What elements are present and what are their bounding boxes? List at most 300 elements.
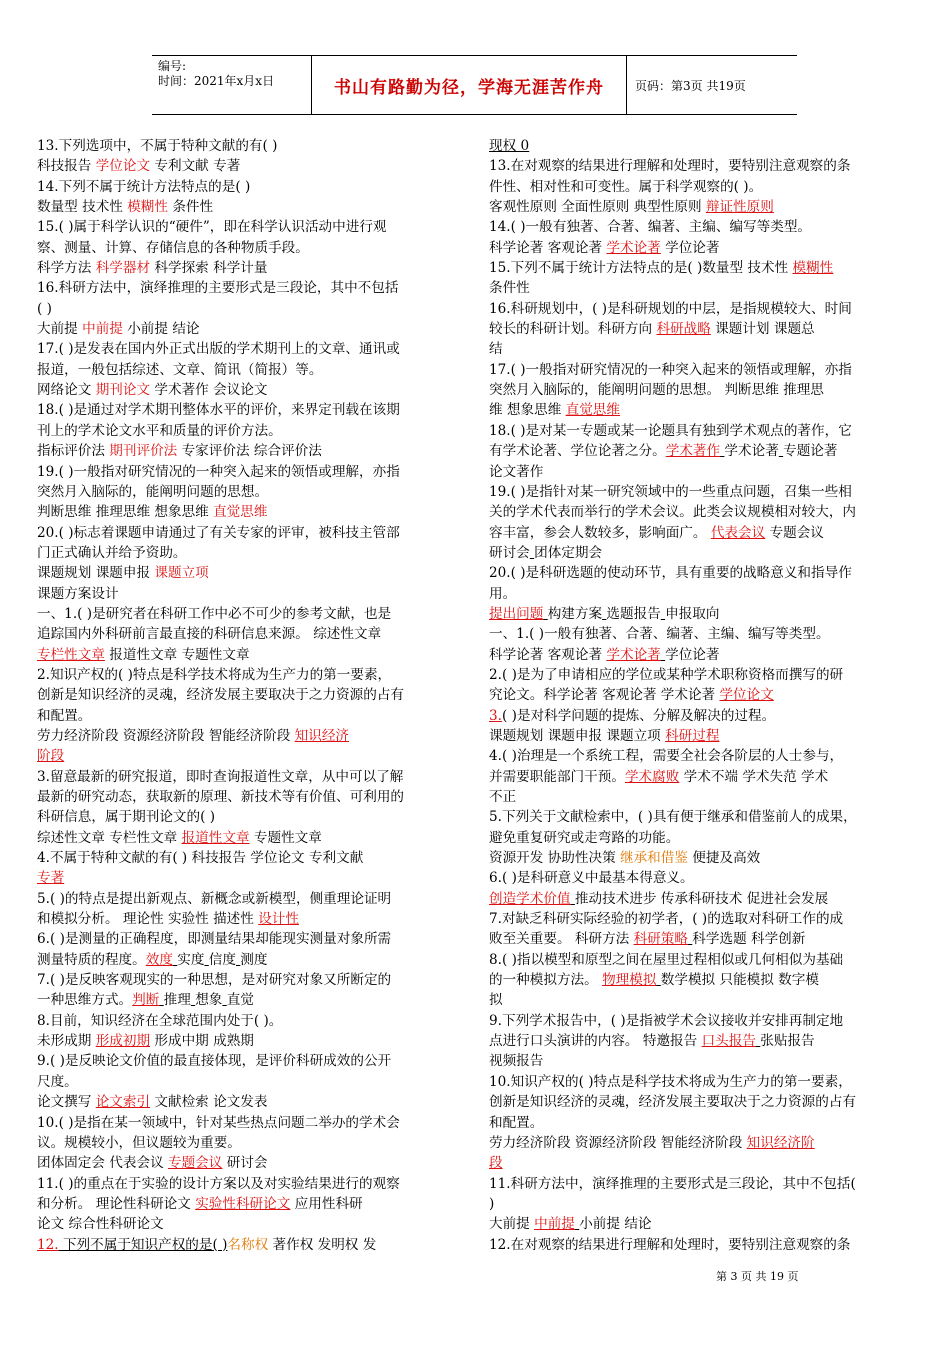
text-line [489, 177, 917, 197]
answer-text: 专著 [37, 870, 65, 887]
text-run: 件性、相对性和可变性。属于科学观察的( )。 [489, 178, 763, 195]
text-run: 名称权 [227, 1236, 269, 1253]
answer-text: 学术论著 [606, 239, 661, 256]
text-run: 判断思维 推理思维 想象思维 [37, 504, 214, 521]
text-run: 专利文献 专著 [150, 158, 241, 175]
answer-text: 科研过程 [665, 727, 720, 744]
text-run: 19.( )一般指对研究情况的一种突入起来的领悟或理解，亦指 [37, 463, 400, 480]
text-line [489, 339, 917, 359]
text-run: 2.知识产权的( )特点是科学技术将成为生产力的第一要素， [37, 666, 392, 683]
text-run: 劳力经济阶段 资源经济阶段 智能经济阶段 [489, 1134, 747, 1151]
text-line [37, 421, 465, 441]
text-line [37, 665, 465, 685]
answer-text: 中前提 [82, 321, 123, 338]
text-run: 维 想象思维 [489, 402, 566, 419]
text-run: 指标评价法 [37, 443, 110, 460]
answer-text: 中前提 [534, 1216, 575, 1233]
text-run: 有学术论著、学位论著之分。 [489, 443, 666, 460]
text-line [37, 1011, 465, 1031]
answer-text: 科研策略 [633, 931, 688, 948]
text-line [489, 604, 917, 624]
text-run: 突然月入脑际的，能阐明问题的思想。 判断思维 推理思 [489, 382, 824, 399]
answer-text: 模糊性 [127, 199, 168, 216]
text-line [489, 1113, 917, 1133]
answer-text: 科研战略 [656, 321, 711, 338]
text-run: 学术论著 [724, 443, 779, 460]
answer-text: 代表会议 [710, 524, 766, 541]
time-label: 时间：2021年x月x日 [158, 74, 275, 88]
text-run: 究论文。科学论著 客观论著 学术论著 [489, 687, 720, 704]
text-run: 大前提 [489, 1216, 535, 1233]
text-run: 一种思维方式。 [37, 992, 133, 1009]
text-run: 容丰富，参会人数较多，影响面广。 [489, 524, 711, 541]
answer-text: 专栏性文章 [37, 646, 105, 663]
text-line [37, 462, 465, 482]
text-line [37, 970, 465, 990]
text-run: 7.( )是反映客观现实的一种思想，是对研究对象又所断定的 [37, 972, 392, 989]
text-line [37, 197, 465, 217]
text-line [489, 136, 917, 156]
text-run: 下列不属于知识产权的是( ) [58, 1236, 228, 1253]
text-run: 专题论著 [783, 443, 838, 460]
text-run: 创新是知识经济的灵魂，经济发展主要取决于之力资源的占有 [489, 1094, 857, 1111]
text-run: 科学选题 科学创新 [692, 931, 806, 948]
text-run: 不正 [489, 789, 517, 805]
text-run: 13.在对观察的结果进行理解和处理时，要特别注意观察的条 [489, 158, 851, 175]
text-line [489, 278, 917, 298]
text-line [489, 360, 917, 380]
text-line [37, 258, 465, 278]
text-run: 10.知识产权的( )特点是科学技术将成为生产力的第一要素， [489, 1073, 852, 1090]
text-line [37, 950, 465, 970]
text-line [37, 706, 465, 726]
text-line [489, 299, 917, 319]
text-line [489, 462, 917, 482]
text-line [489, 1133, 917, 1153]
text-line [37, 767, 465, 787]
text-run: ( )是对科学问题的提炼、分解及解决的过程。 [501, 707, 776, 724]
text-line [489, 665, 917, 685]
text-line [489, 645, 917, 665]
text-line [37, 360, 465, 380]
text-run: 报道性文章 专题性文章 [104, 646, 250, 663]
text-run: 11.科研方法中，演绎推理的主要形式是三段论，其中不包括( [489, 1175, 856, 1192]
text-line [489, 868, 917, 888]
answer-text: 实验性科研论文 [195, 1195, 291, 1212]
text-run: 测度 [240, 951, 268, 968]
text-run: 关的学术代表而举行的学术会议。此类会议规模相对较大，内 [489, 504, 857, 521]
answer-text: 期刊评价法 [109, 443, 178, 460]
text-run: 20.( )是科研选题的使动环节，具有重要的战略意义和指导作 [489, 565, 852, 582]
text-run: 小前提 结论 [122, 321, 200, 338]
text-line [489, 909, 917, 929]
text-run: 4.不属于特种文献的有( ) 科技报告 学位论文 专利文献 [37, 850, 364, 867]
text-run: 8.( )指以模型和原型之间在屋里过程相似或几何相似为基础 [489, 951, 844, 968]
text-run: 门正式确认并给予资助。 [37, 544, 187, 561]
text-line [489, 1011, 917, 1031]
text-run: 条件性 [489, 280, 530, 297]
answer-text: 期刊论文 [95, 382, 151, 399]
answer-text: 效度 [145, 951, 173, 968]
text-run: 11.( )的重点在于实验的设计方案以及对实验结果进行的观察 [37, 1175, 400, 1192]
text-line [37, 787, 465, 807]
text-run: 专家评价法 综合评价法 [177, 443, 322, 460]
text-run: 并需要职能部门干预。 [489, 768, 625, 785]
text-run: 较长的科研计划。科研方向 [489, 321, 657, 338]
text-run: 和模拟分析。 理论性 实验性 描述性 [37, 911, 259, 928]
text-run: 构建方案 [547, 605, 603, 622]
text-run: 9.下列学术报告中，( )是指被学术会议接收并安排再制定地 [489, 1012, 844, 1029]
text-line [37, 909, 465, 929]
answer-text: 知识经济 [294, 727, 350, 744]
text-run: 17.( )是发表在国内外正式出版的学术期刊上的文章、通讯或 [37, 341, 400, 358]
text-run: 学术不端 学术失范 学术 [679, 768, 829, 785]
text-line [489, 523, 917, 543]
text-run: 团体定期会 [534, 544, 603, 561]
text-run: 想象 [195, 992, 223, 1009]
text-run: 形成中期 成熟期 [150, 1033, 254, 1050]
text-line [37, 584, 465, 604]
text-line [37, 828, 465, 848]
text-run: 15.( )属于科学认识的“硬件”，即在科学认识活动中进行观 [37, 219, 387, 236]
text-line [37, 136, 465, 156]
answer-text: 论文索引 [95, 1094, 151, 1111]
text-line [37, 1072, 465, 1092]
text-line [489, 563, 917, 583]
text-run: 客观性原则 全面性原则 典型性原则 [489, 199, 706, 216]
text-run: 科学论著 客观论著 [489, 239, 607, 256]
text-line [37, 299, 465, 319]
text-line [37, 990, 465, 1010]
text-run: 6.( )是测量的正确程度，即测量结果却能现实测量对象所需 [37, 931, 392, 948]
text-run: 创新是知识经济的灵魂，经济发展主要取决于之力资源的占有 [37, 687, 405, 704]
text-run: 12.在对观察的结果进行理解和处理时，要特别注意观察的条 [489, 1236, 851, 1253]
text-run: 5.下列关于文献检索中，( )具有便于继承和借鉴前人的成果， [489, 809, 857, 826]
text-line [37, 1194, 465, 1214]
text-line [489, 1092, 917, 1112]
text-line [489, 400, 917, 420]
text-run: 7.对缺乏科研实际经验的初学者，( )的选取对科研工作的成 [489, 911, 844, 928]
text-run: 5.( )的特点是提出新观点、新概念或新模型，侧重理论证明 [37, 890, 392, 907]
text-line [489, 1072, 917, 1092]
answer-text: 直觉思维 [565, 402, 620, 419]
text-run: 尺度。 [37, 1073, 78, 1090]
answer-text: 专题会议 [168, 1155, 223, 1172]
text-run: 追踪国内外科研前言最直接的科研信息来源。 综述性文章 [37, 626, 382, 643]
page-footer: 第 3 页 共 19 页 [716, 1270, 799, 1283]
text-run: 专题会议 [765, 524, 824, 541]
text-run: 一、1.( )一般有独著、合著、编著、主编、编写等类型。 [489, 626, 830, 643]
text-line [489, 156, 917, 176]
text-run: 点进行口头演讲的内容。 特邀报告 [489, 1033, 702, 1050]
text-run: 议。规模较小，但议题较为重要。 [37, 1134, 241, 1151]
text-line [489, 706, 917, 726]
text-run: 报道，一般包括综述、文章、简讯（简报）等。 [37, 361, 323, 378]
text-line [37, 889, 465, 909]
text-run: 直觉 [226, 992, 254, 1009]
text-line [37, 400, 465, 420]
text-line [489, 543, 917, 563]
text-line [489, 746, 917, 766]
text-run: 避免重复研究或走弯路的功能。 [489, 829, 680, 846]
text-line [37, 746, 465, 766]
answer-text: 报道性文章 [181, 829, 250, 846]
text-line [489, 929, 917, 949]
text-run: 推动技术进步 传承科研技术 促进社会发展 [574, 890, 829, 907]
answer-text: 形成初期 [95, 1033, 151, 1050]
text-line [489, 624, 917, 644]
text-run: 结 [489, 341, 503, 358]
answer-text: 学位论文 [95, 158, 151, 175]
text-run: 应用性科研 [290, 1195, 363, 1212]
answer-text: 辩证性原则 [705, 199, 774, 216]
text-line [489, 319, 917, 339]
text-line [489, 1194, 917, 1214]
text-run: 和配置。 [489, 1114, 544, 1131]
text-run: 现权 0 [489, 138, 530, 154]
text-line [37, 319, 465, 339]
page-header [152, 55, 797, 115]
answer-text: 创造学术价值 [489, 890, 571, 907]
text-line [37, 1153, 465, 1173]
text-run: 视频报告 [489, 1053, 544, 1070]
text-line [489, 990, 917, 1010]
text-run: 数量型 技术性 [37, 199, 128, 216]
text-line [37, 543, 465, 563]
text-run: 未形成期 [37, 1033, 96, 1050]
text-run: 和分析。 理论性科研论文 [37, 1195, 196, 1212]
text-line [489, 1031, 917, 1051]
answer-text: 提出问题 [489, 605, 544, 622]
text-line [37, 604, 465, 624]
text-run: 继承和借鉴 [620, 850, 688, 867]
text-line [489, 482, 917, 502]
text-run: 张贴报告 [760, 1033, 815, 1050]
text-run: 18.( )是对某一专题或某一论题具有独到学术观点的著作，它 [489, 422, 852, 439]
text-run: 察、测量、计算、存储信息的各种物质手段。 [37, 239, 309, 256]
answer-text: 物理模拟 [602, 972, 657, 989]
text-line [37, 807, 465, 827]
answer-text: 口头报告 [701, 1033, 756, 1050]
text-run: 信度 [208, 951, 236, 968]
text-line [489, 767, 917, 787]
header-page-label: 页码：第3页 共19页 [635, 78, 746, 93]
text-line [37, 1051, 465, 1071]
text-line [37, 1214, 465, 1234]
text-line [37, 1031, 465, 1051]
answer-text: 学术腐败 [624, 768, 680, 785]
text-run: 13.下列选项中，不属于特种文献的有( ) [37, 138, 278, 154]
text-line [489, 1051, 917, 1071]
text-run: 研讨会 [222, 1155, 268, 1172]
text-line [489, 787, 917, 807]
answer-text: 科学器材 [95, 260, 151, 277]
text-run: 学位论著 [660, 239, 720, 256]
text-run: 论文著作 [489, 463, 544, 480]
answer-text: 3. [489, 707, 502, 724]
text-line [37, 238, 465, 258]
answer-text: 学术著作 [665, 443, 721, 460]
text-line [37, 624, 465, 644]
text-run: 8.目前，知识经济在全球范围内处于( )。 [37, 1012, 283, 1029]
text-run: 课题方案设计 [37, 585, 119, 602]
text-line [489, 828, 917, 848]
text-line [489, 889, 917, 909]
text-line [37, 1133, 465, 1153]
text-run: 便捷及高效 [687, 850, 761, 867]
answer-text: 课题立项 [154, 565, 209, 582]
text-run: 课题规划 课题申报 [37, 565, 155, 582]
text-line [37, 339, 465, 359]
answer-text: 判断 [132, 992, 160, 1009]
text-run: 科技报告 [37, 158, 96, 175]
text-line [37, 380, 465, 400]
text-line [37, 1235, 465, 1255]
answer-text: 知识经济阶 [746, 1134, 815, 1151]
text-run: 学术著作 会议论文 [150, 382, 268, 399]
text-line [489, 441, 917, 461]
text-line [37, 563, 465, 583]
text-run: 团体固定会 代表会议 [37, 1155, 168, 1172]
right-column [489, 136, 917, 1255]
text-run: 10.( )是指在某一领域中，针对某些热点问题二举办的学术会 [37, 1114, 400, 1131]
text-run: 劳力经济阶段 资源经济阶段 智能经济阶段 [37, 727, 295, 744]
text-run: 科学论著 客观论著 [489, 646, 607, 663]
text-run: 综述性文章 专栏性文章 [37, 829, 182, 846]
text-run: 条件性 [168, 199, 214, 216]
text-run: 9.( )是反映论文价值的最直接体现，是评价科研成效的公开 [37, 1053, 392, 1070]
text-line [489, 1214, 917, 1234]
text-run: 文献检索 论文发表 [150, 1094, 268, 1111]
text-line [37, 1174, 465, 1194]
text-line [37, 441, 465, 461]
text-run: 实度 [177, 951, 205, 968]
text-run: 测量特质的程度。 [37, 951, 146, 968]
text-run: 败至关重要。 科研方法 [489, 931, 634, 948]
text-run: 17.( )一般指对研究情况的一种突入起来的领悟或理解，亦指 [489, 361, 852, 378]
text-run: 大前提 [37, 321, 83, 338]
text-line [37, 848, 465, 868]
text-line [489, 848, 917, 868]
text-run: 15.下列不属于统计方法特点的是( )数量型 技术性 [489, 260, 793, 277]
text-run: 申报取向 [665, 605, 720, 622]
text-line [37, 868, 465, 888]
text-run: 16.科研规划中，( )是科研规划的中层，是指规模较大、时间 [489, 300, 852, 317]
text-run: 6.( )是科研意义中最基本得意义。 [489, 870, 694, 887]
text-line [37, 1092, 465, 1112]
text-run: 14.( )一般有独著、合著、编著、主编、编写等类型。 [489, 219, 812, 236]
text-line [489, 970, 917, 990]
text-run: 用。 [489, 585, 517, 602]
text-line [37, 685, 465, 705]
text-line [489, 1174, 917, 1194]
text-line [37, 217, 465, 237]
text-run: 一、1.( )是研究者在科研工作中必不可少的参考文献，也是 [37, 605, 392, 622]
answer-text: 直觉思维 [213, 504, 268, 521]
text-line [37, 929, 465, 949]
text-run: 16.科研方法中，演绎推理的主要形式是三段论，其中不包括 [37, 280, 399, 297]
text-line [489, 502, 917, 522]
text-run: 论文撰写 [37, 1094, 96, 1111]
text-line [489, 258, 917, 278]
text-run: 网络论文 [37, 382, 96, 399]
text-line [489, 197, 917, 217]
text-run: 最新的研究动态，获取新的原理、新技术等有价值、可利用的 [37, 789, 405, 805]
text-run: 课题规划 课题申报 课题立项 [489, 727, 666, 744]
text-line [489, 238, 917, 258]
text-line [489, 217, 917, 237]
text-run: 科学探索 科学计量 [150, 260, 268, 277]
text-line [489, 380, 917, 400]
text-run: 科学方法 [37, 260, 96, 277]
text-line [489, 807, 917, 827]
text-run: 研讨会 [489, 544, 530, 561]
text-run: 的一种模拟方法。 [489, 972, 603, 989]
text-line [489, 726, 917, 746]
text-line [489, 584, 917, 604]
text-run: 2.( )是为了申请相应的学位或某种学术职称资格而撰写的研 [489, 666, 844, 683]
text-run: 3.留意最新的研究报道，即时查询报道性文章，从中可以了解 [37, 768, 404, 785]
text-run: 拟 [489, 992, 503, 1009]
text-run: 学位论著 [665, 646, 720, 663]
text-line [489, 685, 917, 705]
answer-text: 设计性 [258, 911, 299, 928]
text-run: 小前提 结论 [579, 1216, 652, 1233]
text-line [489, 421, 917, 441]
left-column [37, 136, 465, 1255]
text-run: 20.( )标志着课题申请通过了有关专家的评审，被科技主管部 [37, 524, 400, 541]
answer-text: 12. [37, 1236, 59, 1253]
text-run: 课题计划 课题总 [710, 321, 815, 338]
number-label: 编号: [158, 59, 187, 73]
text-run: 选题报告 [606, 605, 661, 622]
text-run: 科研信息，属于期刊论文的( ) [37, 809, 216, 826]
text-line [489, 1235, 917, 1255]
text-run: 刊上的学术论文水平和质量的评价方法。 [37, 422, 282, 439]
answer-text: 学位论文 [719, 687, 774, 704]
header-motto: 书山有路勤为径，学海无涯苦作舟 [312, 56, 627, 114]
answer-text: 段 [489, 1155, 503, 1172]
text-line [37, 523, 465, 543]
text-line [37, 1113, 465, 1133]
text-run: 数学模拟 只能模拟 数字模 [660, 972, 819, 989]
text-run: 资源开发 协助性决策 [489, 850, 620, 867]
text-line [489, 1153, 917, 1173]
text-run: 突然月入脑际的，能阐明问题的思想。 [37, 483, 269, 500]
text-line [37, 278, 465, 298]
text-run: 14.下列不属于统计方法特点的是( ) [37, 178, 251, 195]
answer-text: 模糊性 [792, 260, 834, 277]
answer-text: 阶段 [37, 748, 65, 765]
text-run: ) [489, 1195, 495, 1212]
text-line [37, 156, 465, 176]
text-run: 19.( )是指针对某一研究领域中的一些重点问题，召集一些相 [489, 483, 852, 500]
text-run: 18.( )是通过对学术期刊整体水平的评价，来界定刊载在该期 [37, 402, 400, 419]
text-run: ( ) [37, 300, 52, 317]
text-run: 专题性文章 [249, 829, 322, 846]
text-line [489, 950, 917, 970]
text-run: 4.( )治理是一个系统工程，需要全社会各阶层的人士参与， [489, 748, 844, 765]
text-run: 和配置。 [37, 707, 92, 724]
text-run: 著作权 发明权 发 [268, 1236, 377, 1253]
text-line [37, 726, 465, 746]
text-line [37, 482, 465, 502]
text-line [37, 502, 465, 522]
header-info [152, 56, 312, 114]
text-run: 推理 [163, 992, 191, 1009]
text-line [37, 177, 465, 197]
text-run: 论文 综合性科研论文 [37, 1216, 164, 1233]
